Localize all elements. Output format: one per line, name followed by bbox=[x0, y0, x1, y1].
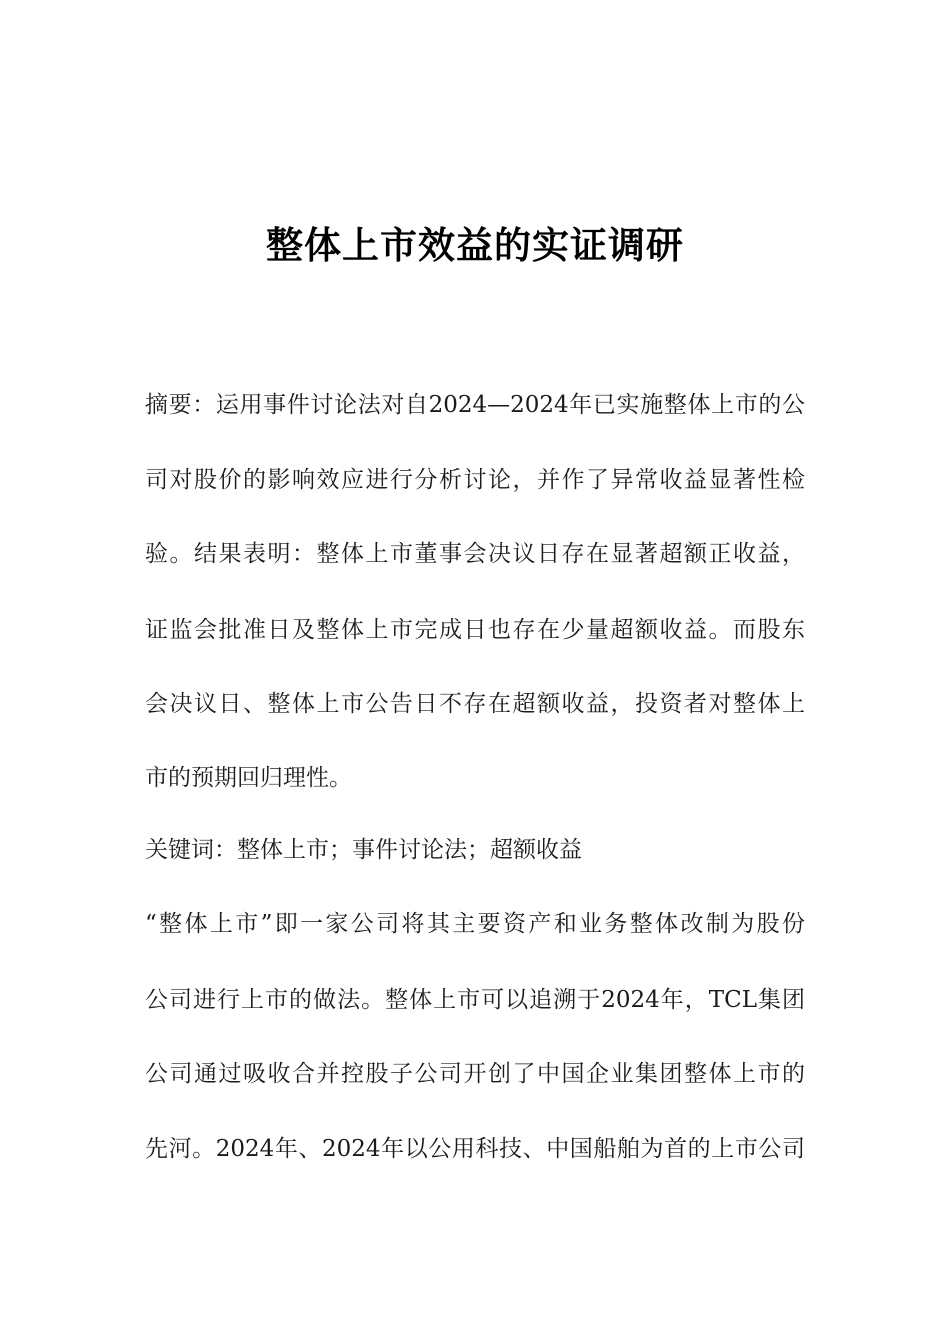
abstract-line-1: 摘要：运用事件讨论法对自2024—2024年已实施整体上市的公 bbox=[145, 392, 805, 418]
abstract-line-3: 验。结果表明：整体上市董事会决议日存在显著超额正收益， bbox=[145, 541, 805, 567]
keywords-line: 关键词：整体上市；事件讨论法；超额收益 bbox=[145, 837, 582, 863]
abstract-line-4: 证监会批准日及整体上市完成日也存在少量超额收益。而股东 bbox=[145, 617, 805, 643]
body-line-2: 公司进行上市的做法。整体上市可以追溯于2024年，TCL集团 bbox=[145, 987, 805, 1013]
abstract-line-2: 司对股价的影响效应进行分析讨论，并作了异常收益显著性检 bbox=[145, 467, 805, 493]
abstract-line-6: 市的预期回归理性。 bbox=[145, 765, 352, 791]
body-line-1: “整体上市”即一家公司将其主要资产和业务整体改制为股份 bbox=[145, 911, 805, 937]
body-line-3: 公司通过吸收合并控股子公司开创了中国企业集团整体上市的 bbox=[145, 1061, 805, 1087]
document-title: 整体上市效益的实证调研 bbox=[266, 224, 684, 267]
body-line-4: 先河。2024年、2024年以公用科技、中国船舶为首的上市公司 bbox=[145, 1136, 805, 1162]
abstract-line-5: 会决议日、整体上市公告日不存在超额收益，投资者对整体上 bbox=[145, 691, 805, 717]
